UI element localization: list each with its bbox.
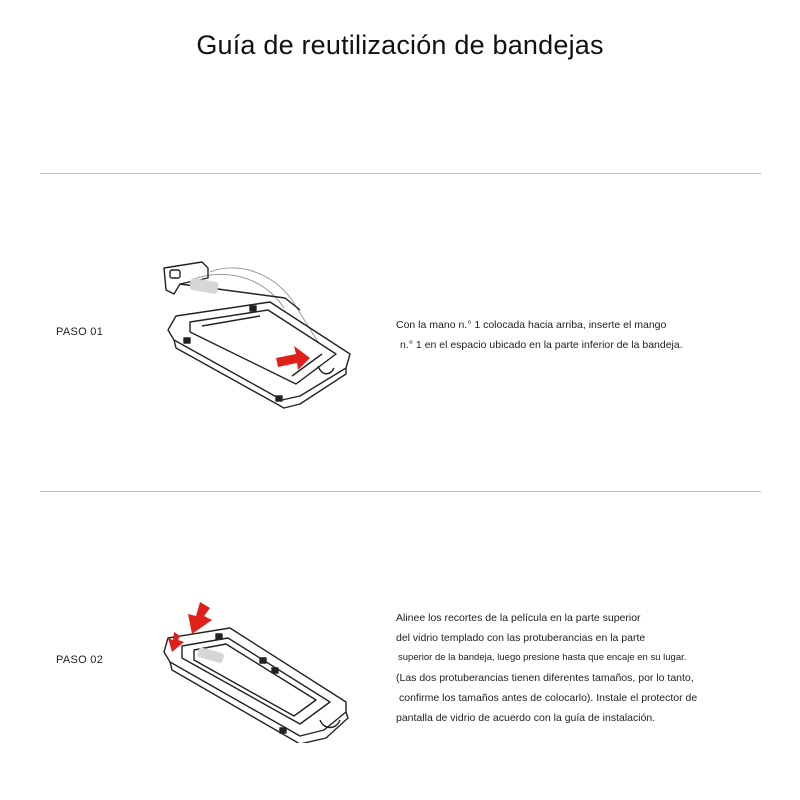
tray-with-handle-insert-arrow-icon [150,250,370,410]
divider-middle [40,491,761,492]
step-2-line-6: pantalla de vidrio de acuerdo con la guía de instalación. [396,712,656,724]
step-2-line-2: del vidrio templado con las protuberancias en la parte [396,632,646,644]
step-2-line-1: Alinee los recortes de la película en la parte superior [396,612,641,624]
page-title: Guía de reutilización de bandejas [196,30,604,60]
step-2-line-4: (Las dos protuberancias tienen diferentes tamaños, por lo tanto, [396,672,694,684]
step-1-line-2: n.° 1 en el espacio ubicado en la parte inferior de la bandeja. [400,339,683,351]
step-1-text [396,315,766,355]
step-1-label: PASO 01 [56,326,104,338]
step-2-text [396,608,766,728]
step-2-line-5: confirme los tamaños antes de colocarlo). Instale el protector de [399,692,698,704]
divider-top [40,173,761,174]
step-2-label: PASO 02 [56,654,104,666]
tray-with-press-down-arrows-icon [160,598,360,743]
step-2-line-3: superior de la bandeja, luego presione hasta que encaje en su lugar. [398,652,687,663]
step-1-line-1: Con la mano n.° 1 colocada hacia arriba, inserte el mango [396,319,667,331]
